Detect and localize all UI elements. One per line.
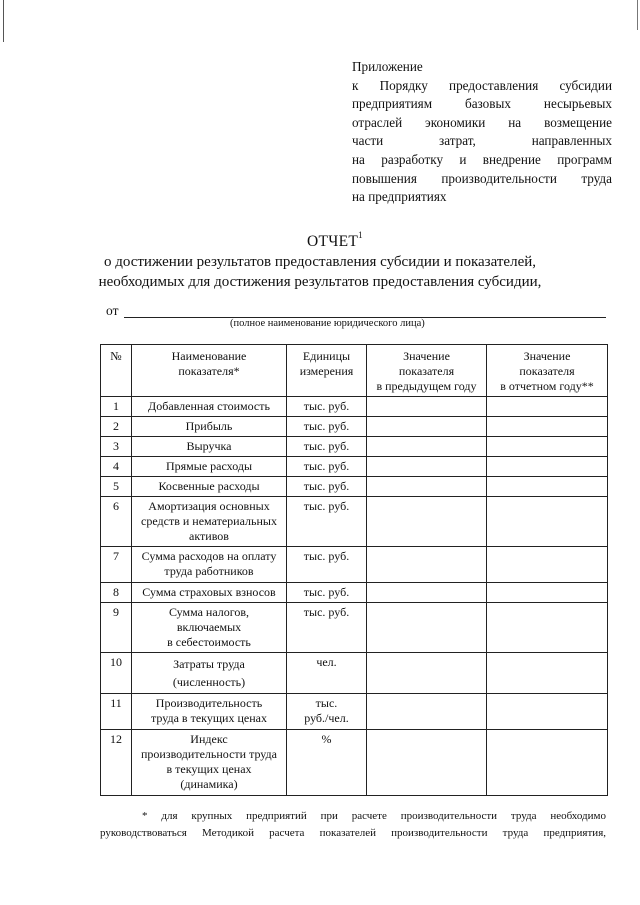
- table-row: [101, 397, 608, 417]
- row-num: 7: [101, 547, 132, 583]
- row-curr-value[interactable]: [487, 694, 608, 730]
- row-curr-value[interactable]: [487, 547, 608, 583]
- row-unit: тыс. руб.: [287, 417, 367, 437]
- row-prev-value[interactable]: [367, 417, 487, 437]
- row-curr-value[interactable]: [487, 653, 608, 694]
- row-num: 5: [101, 477, 132, 497]
- table-row: [101, 583, 608, 603]
- table-header-row: [101, 345, 608, 397]
- footnote-line: * для крупных предприятий при расчете производительности труда необходимо: [142, 810, 606, 822]
- report-subtitle-line: необходимых для достижения результатов предоставления субсидии,: [98, 274, 542, 291]
- footnote: [100, 808, 606, 842]
- row-num: 12: [101, 730, 132, 796]
- row-prev-value[interactable]: [367, 397, 487, 417]
- appendix-line: на предприятиях: [352, 189, 447, 205]
- row-num: 4: [101, 457, 132, 477]
- row-prev-value[interactable]: [367, 477, 487, 497]
- scan-edge-left: [3, 0, 4, 42]
- appendix-line: к Порядку предоставления субсидии: [352, 77, 612, 93]
- row-prev-value[interactable]: [367, 730, 487, 796]
- table-row: [101, 694, 608, 730]
- row-curr-value[interactable]: [487, 730, 608, 796]
- appendix-block: [352, 58, 612, 207]
- appendix-line: части затрат, направленных: [352, 133, 612, 149]
- from-field: [106, 303, 606, 319]
- row-curr-value[interactable]: [487, 477, 608, 497]
- row-unit: тыс. руб.: [287, 477, 367, 497]
- header-prev-year: Значение показателя в предыдущем году: [367, 345, 487, 397]
- report-subtitle-line: о достижении результатов предоставления субсидии и показателей,: [103, 254, 537, 271]
- row-prev-value[interactable]: [367, 437, 487, 457]
- row-name: Сумма расходов на оплату труда работников: [132, 547, 287, 583]
- row-num: 8: [101, 583, 132, 603]
- row-unit: тыс. руб.: [287, 603, 367, 653]
- row-num: 10: [101, 653, 132, 694]
- header-report-year: Значение показателя в отчетном году**: [487, 345, 608, 397]
- row-curr-value[interactable]: [487, 437, 608, 457]
- row-num: 2: [101, 417, 132, 437]
- row-prev-value[interactable]: [367, 497, 487, 547]
- row-curr-value[interactable]: [487, 417, 608, 437]
- row-num: 1: [101, 397, 132, 417]
- row-curr-value[interactable]: [487, 583, 608, 603]
- table-row: [101, 437, 608, 457]
- row-unit: тыс. руб.: [287, 437, 367, 457]
- row-prev-value[interactable]: [367, 547, 487, 583]
- table-row: [101, 497, 608, 547]
- header-name: Наименование показателя*: [132, 345, 287, 397]
- indicators-table: [100, 344, 608, 796]
- row-name: Амортизация основных средств и нематериальных активов: [132, 497, 287, 547]
- row-name: Индекс производительности труда в текущих ценах (динамика): [132, 730, 287, 796]
- row-curr-value[interactable]: [487, 603, 608, 653]
- row-unit: тыс. руб.: [287, 547, 367, 583]
- row-prev-value[interactable]: [367, 653, 487, 694]
- row-prev-value[interactable]: [367, 603, 487, 653]
- row-name: Сумма страховых взносов: [132, 583, 287, 603]
- row-name: Затраты труда (численность): [132, 653, 287, 694]
- row-name: Сумма налогов, включаемых в себестоимость: [132, 603, 287, 653]
- row-prev-value[interactable]: [367, 694, 487, 730]
- row-name: Производительность труда в текущих ценах: [132, 694, 287, 730]
- row-num: 6: [101, 497, 132, 547]
- row-curr-value[interactable]: [487, 497, 608, 547]
- report-title: ОТЧЕТ$^1$: [307, 230, 363, 251]
- row-unit: тыс. руб./чел.: [287, 694, 367, 730]
- table-row: [101, 477, 608, 497]
- table-row: [101, 547, 608, 583]
- row-unit: тыс. руб.: [287, 497, 367, 547]
- row-name: Прибыль: [132, 417, 287, 437]
- row-name: Добавленная стоимость: [132, 397, 287, 417]
- header-unit: Единицы измерения: [287, 345, 367, 397]
- row-num: 11: [101, 694, 132, 730]
- table-row: [101, 417, 608, 437]
- row-curr-value[interactable]: [487, 457, 608, 477]
- row-name: Косвенные расходы: [132, 477, 287, 497]
- row-prev-value[interactable]: [367, 583, 487, 603]
- report-title-block: [0, 232, 640, 291]
- appendix-line: повышения производительности труда: [352, 170, 612, 186]
- appendix-line: на разработку и внедрение программ: [352, 151, 612, 167]
- appendix-line: отраслей экономики на возмещение: [352, 114, 612, 130]
- row-num: 3: [101, 437, 132, 457]
- row-unit: тыс. руб.: [287, 583, 367, 603]
- row-num: 9: [101, 603, 132, 653]
- appendix-line: предприятиям базовых несырьевых: [352, 96, 612, 112]
- table-row: [101, 653, 608, 694]
- scan-edge-right: [637, 0, 638, 30]
- row-unit: тыс. руб.: [287, 397, 367, 417]
- row-unit: тыс. руб.: [287, 457, 367, 477]
- header-num: №: [101, 345, 132, 397]
- footnote-marker: 1: [358, 230, 363, 240]
- table-row: [101, 457, 608, 477]
- table-row: [101, 730, 608, 796]
- appendix-line: Приложение: [352, 59, 423, 74]
- row-prev-value[interactable]: [367, 457, 487, 477]
- row-name: Выручка: [132, 437, 287, 457]
- row-curr-value[interactable]: [487, 397, 608, 417]
- table-row: [101, 603, 608, 653]
- from-caption: (полное наименование юридического лица): [230, 318, 425, 329]
- row-unit: %: [287, 730, 367, 796]
- footnote-line: руководствоваться Методикой расчета показателей производительности труда предприятия,: [100, 827, 606, 839]
- row-unit: чел.: [287, 653, 367, 694]
- row-name: Прямые расходы: [132, 457, 287, 477]
- from-label: от: [106, 303, 119, 318]
